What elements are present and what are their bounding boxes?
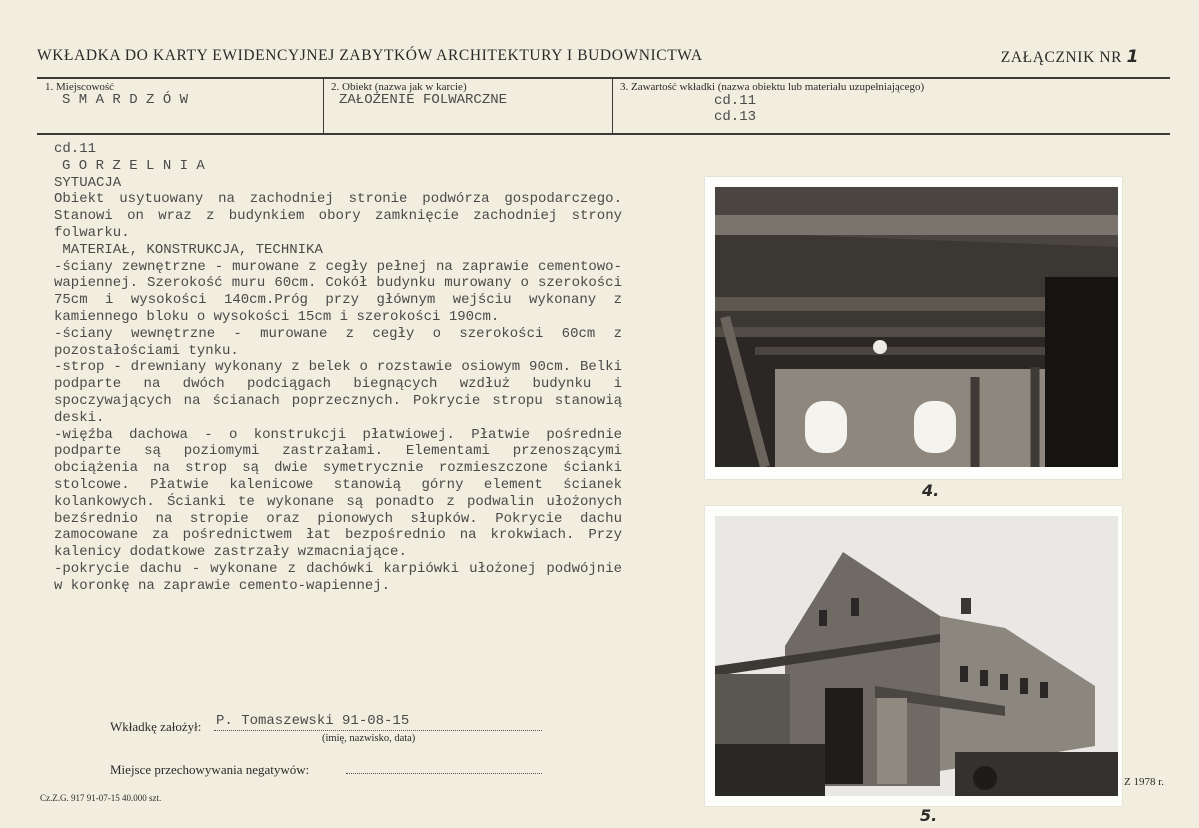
contents-value-1: cd.11 bbox=[714, 93, 757, 109]
locality-label: 1. Miejscowość bbox=[45, 81, 115, 93]
photo-frame-2 bbox=[705, 506, 1122, 806]
paragraph-inner-walls: -ściany wewnętrzne - murowane z cegły o szerokości 60cm z pozostałościami tynku. bbox=[54, 325, 622, 359]
attachment-number bbox=[1001, 47, 1139, 67]
section-material-title: MATERIAŁ, KONSTRUKCJA, TECHNIKA bbox=[54, 241, 323, 258]
author-label: Wkładkę założył: bbox=[110, 719, 202, 734]
negatives-label: Miejsce przechowywania negatywów: bbox=[110, 762, 310, 777]
author-line bbox=[214, 730, 542, 731]
photo-frame-1 bbox=[705, 177, 1122, 479]
photo-distillery-exterior bbox=[715, 516, 1118, 796]
section-situation-text: Obiekt usytuowany na zachodniej stronie podwórza gospodarczego. Stanowi on wraz z budynkiem obory zamknięcie zachodniej strony folwarku. bbox=[54, 191, 622, 241]
negatives-line bbox=[346, 773, 542, 774]
form-title: WKŁADKA DO KARTY EWIDENCYJNEJ ZABYTKÓW ARCHITEKTURY I BUDOWNICTWA bbox=[37, 47, 703, 64]
header-bottom-rule bbox=[37, 133, 1170, 135]
locality-value: S M A R D Z Ó W bbox=[62, 92, 189, 108]
cell-divider-2 bbox=[612, 79, 613, 134]
paragraph-roof-truss: -więźba dachowa - o konstrukcji płatwiowej. Płatwie pośrednie podparte są poziomymi zastrzałami. Elementami przenoszącymi obciążenia na strop są dwie symetrycznie rozmieszczone ścianki stolcowe. Płatwie kalenicowe stanowią górny element ścianek kolankowych. Ścianki te wykonane są ponadto z podwalin ułożonych bezśrednio na stropie oraz pionowych słupków. Pokrycie dachu zamocowane za pośrednictwem łat bezpośrednio na krokwiach. Przy kalenicy dodatkowe zastrzały wzmacniające. bbox=[54, 426, 622, 561]
attachment-number-value: 1 bbox=[1126, 47, 1139, 67]
object-label: 2. Obiekt (nazwa jak w karcie) bbox=[331, 81, 467, 93]
author-value: P. Tomaszewski 91-08-15 bbox=[216, 713, 410, 729]
body-text bbox=[54, 141, 622, 595]
attic-interior-image bbox=[715, 187, 1118, 467]
cell-divider-1 bbox=[323, 79, 324, 134]
print-info: Cz.Z.G. 917 91-07-15 40.000 szt. bbox=[40, 793, 162, 803]
section-situation-title: SYTUACJA bbox=[54, 174, 122, 191]
photo-2-number: 5. bbox=[920, 806, 938, 825]
photo-1-number: 4. bbox=[922, 481, 940, 500]
paragraph-ceiling: -strop - drewniany wykonany z belek o rozstawie osiowym 90cm. Belki podparte na dwóch podciągach biegnących wzdłuż budynku i spoczywających na ścianach poprzecznych. Pokrycie stropu stanowią deski. bbox=[54, 359, 622, 426]
building-heading: G O R Z E L N I A bbox=[62, 157, 205, 174]
attachment-label: ZAŁĄCZNIK NR bbox=[1000, 49, 1123, 66]
contents-label: 3. Zawartość wkładki (nazwa obiektu lub materiału uzupełniającego) bbox=[620, 81, 925, 93]
paragraph-roof-covering: -pokrycie dachu - wykonane z dachówki karpiówki ułożonej podwójnie w koronkę na zaprawie cemento-wapiennej. bbox=[54, 560, 622, 594]
year-mark: Z 1978 r. bbox=[1124, 776, 1165, 788]
cd-number: cd.11 bbox=[54, 141, 97, 157]
header-top-rule bbox=[37, 77, 1170, 79]
author-hint: (imię, nazwisko, data) bbox=[322, 733, 416, 744]
contents-value-2: cd.13 bbox=[714, 109, 757, 125]
paragraph-outer-walls: -ściany zewnętrzne - murowane z cegły pełnej na zaprawie cementowo-wapiennej. Szerokość muru 60cm. Cokół budynku murowany o szerokości 75cm i wysokości 140cm.Próg przy głównym wejściu wykonany z kamiennego bloku o wysokości 15cm i szerokości 190cm. bbox=[54, 258, 622, 325]
photo-attic-interior bbox=[715, 187, 1118, 467]
distillery-exterior-image bbox=[715, 516, 1118, 796]
object-value: ZAŁOŻENIE FOLWARCZNE bbox=[339, 92, 508, 108]
